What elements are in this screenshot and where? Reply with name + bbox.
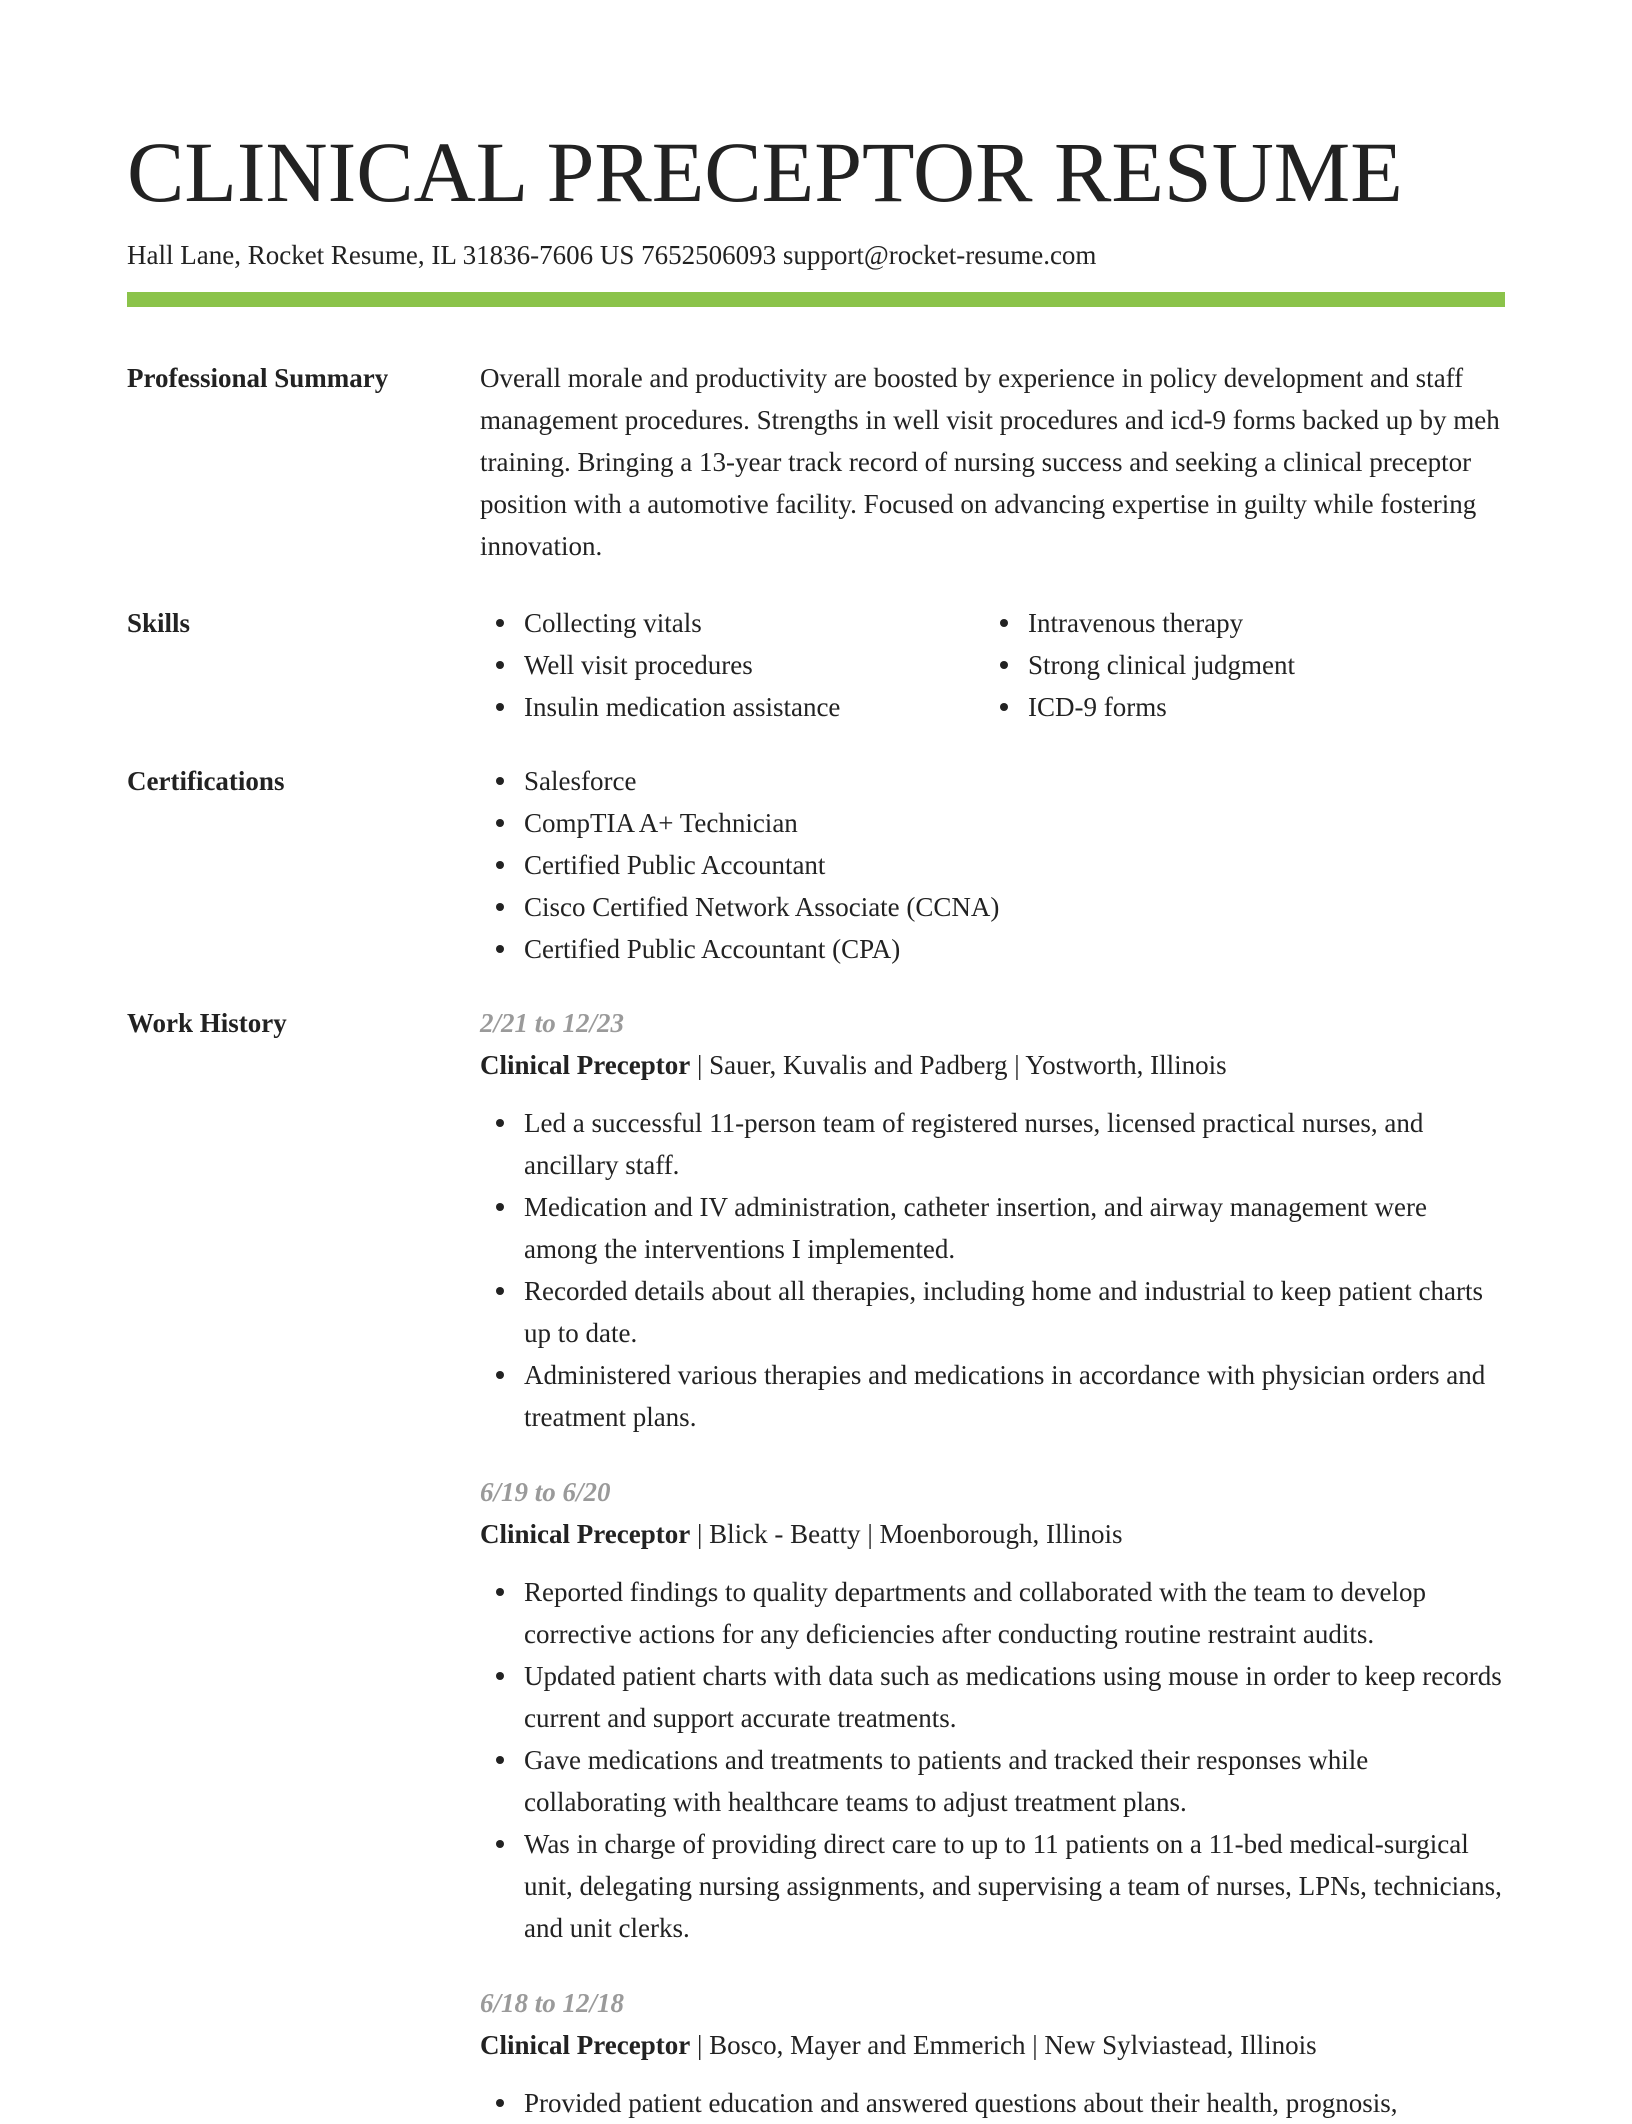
job-company: Blick - Beatty: [709, 1519, 861, 1549]
contact-address: Hall Lane, Rocket Resume, IL 31836-7606 US: [127, 240, 635, 270]
skill-item: Intravenous therapy: [984, 602, 1488, 644]
resume-page: [127, 0, 1505, 2124]
job-entry: [480, 1002, 1505, 1438]
job-dates: 2/21 to 12/23: [480, 1008, 625, 1038]
header-divider: [127, 292, 1505, 307]
job-company: Bosco, Mayer and Emmerich: [709, 2030, 1026, 2060]
job-title: Clinical Preceptor: [480, 1519, 691, 1549]
job-location: New Sylviastead, Illinois: [1044, 2030, 1317, 2060]
job-dates: 6/18 to 12/18: [480, 1988, 625, 2018]
contact-phone: 7652506093: [641, 240, 777, 270]
job-bullet: Updated patient charts with data such as medications using mouse in order to keep records current and support accurate treatments.: [480, 1655, 1505, 1739]
job-heading: Clinical Preceptor | Sauer, Kuvalis and Padberg | Yostworth, Illinois: [480, 1050, 1227, 1080]
job-title: Clinical Preceptor: [480, 1050, 691, 1080]
skill-item: ICD-9 forms: [984, 686, 1488, 728]
contact-email: support@rocket-resume.com: [782, 240, 1097, 270]
skill-item: Insulin medication assistance: [480, 686, 984, 728]
skill-item: Collecting vitals: [480, 602, 984, 644]
skills-list-left: [480, 602, 984, 728]
job-bullet: Provided patient education and answered questions about their health, prognosis,: [480, 2082, 1505, 2124]
certification-item: Cisco Certified Network Associate (CCNA): [480, 886, 1505, 928]
contact-line: [127, 238, 1505, 272]
job-bullet: Gave medications and treatments to patients and tracked their responses while collaborating with healthcare teams to adjust treatment plans.: [480, 1739, 1505, 1823]
work-history-section: [127, 1002, 1505, 2124]
job-bullet: Was in charge of providing direct care to up to 11 patients on a 11-bed medical-surgical unit, delegating nursing assignments, and supervising a team of nurses, LPNs, technicians, and unit clerks.: [480, 1823, 1505, 1949]
job-location: Moenborough, Illinois: [879, 1519, 1123, 1549]
work-history-heading: Work History: [127, 1008, 287, 1038]
summary-heading: Professional Summary: [127, 363, 389, 393]
summary-text: Overall morale and productivity are boosted by experience in policy development and staff management procedures. Strengths in well visit procedures and icd-9 forms backed up by meh training. Bringing a 13-year track record of nursing success and seeking a clinical preceptor position with a automotive facility. Focused on advancing expertise in guilty while fostering innovation.: [480, 363, 1500, 561]
job-bullet: Medication and IV administration, catheter insertion, and airway management were among the interventions I implemented.: [480, 1186, 1505, 1270]
job-bullets: [480, 1102, 1505, 1438]
certification-item: CompTIA A+ Technician: [480, 802, 1505, 844]
certification-item: Certified Public Accountant (CPA): [480, 928, 1505, 970]
skill-item: Strong clinical judgment: [984, 644, 1488, 686]
certification-item: Salesforce: [480, 760, 1505, 802]
certification-item: Certified Public Accountant: [480, 844, 1505, 886]
job-bullet: Led a successful 11-person team of registered nurses, licensed practical nurses, and ancillary staff.: [480, 1102, 1505, 1186]
skill-item: Well visit procedures: [480, 644, 984, 686]
resume-title: CLINICAL PRECEPTOR RESUME: [127, 124, 1403, 220]
job-bullets: [480, 2082, 1505, 2124]
job-heading: Clinical Preceptor | Blick - Beatty | Moenborough, Illinois: [480, 1519, 1123, 1549]
skills-section: [127, 602, 1505, 728]
job-dates: 6/19 to 6/20: [480, 1477, 611, 1507]
job-bullet: Reported findings to quality departments and collaborated with the team to develop corrective actions for any deficiencies after conducting routine restraint audits.: [480, 1571, 1505, 1655]
certifications-heading: Certifications: [127, 766, 285, 796]
job-bullet: Recorded details about all therapies, including home and industrial to keep patient charts up to date.: [480, 1270, 1505, 1354]
job-heading: Clinical Preceptor | Bosco, Mayer and Emmerich | New Sylviastead, Illinois: [480, 2030, 1317, 2060]
skills-list-right: [984, 602, 1488, 728]
certifications-section: [127, 760, 1505, 970]
job-bullets: [480, 1571, 1505, 1949]
job-location: Yostworth, Illinois: [1025, 1050, 1227, 1080]
job-entry: [480, 1471, 1505, 1949]
job-entry: [480, 1982, 1505, 2124]
job-title: Clinical Preceptor: [480, 2030, 691, 2060]
job-company: Sauer, Kuvalis and Padberg: [709, 1050, 1008, 1080]
summary-section: [127, 357, 1505, 567]
certifications-list: [480, 760, 1505, 970]
skills-heading: Skills: [127, 608, 191, 638]
job-bullet: Administered various therapies and medications in accordance with physician orders and treatment plans.: [480, 1354, 1505, 1438]
